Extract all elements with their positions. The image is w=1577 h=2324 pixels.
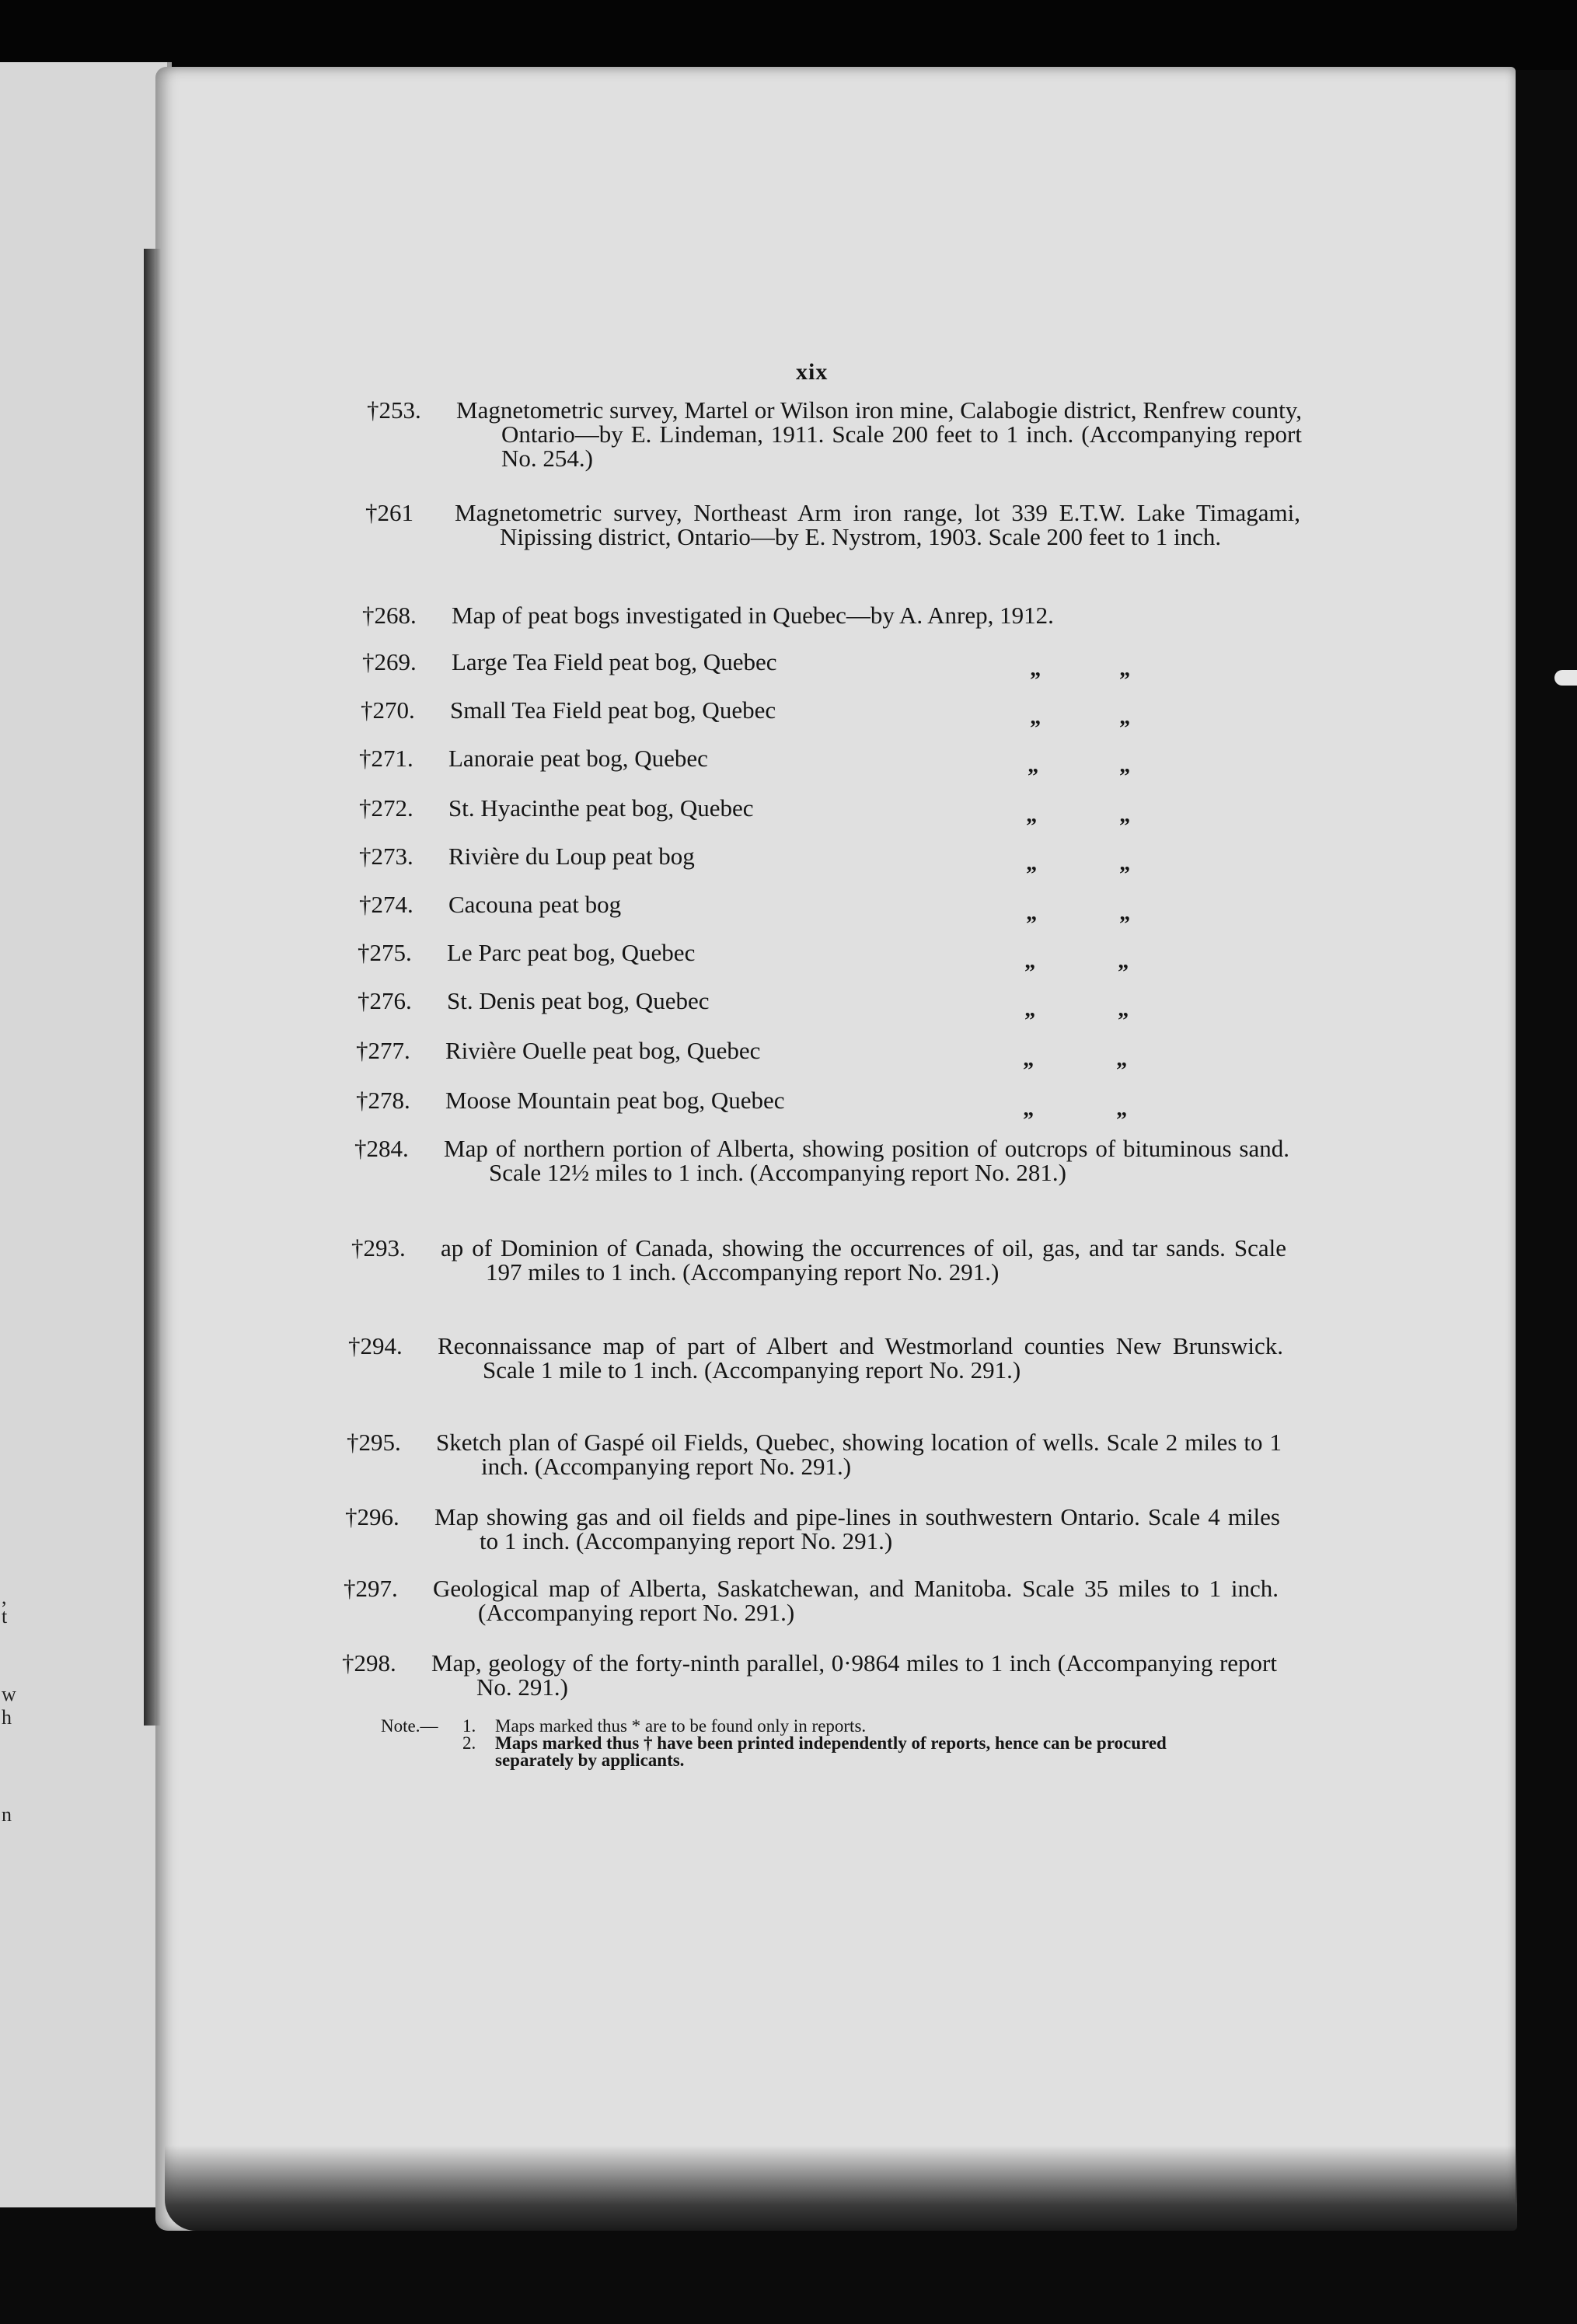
footnote-item xyxy=(462,1735,1240,1769)
facing-page-fragment: w xyxy=(2,1683,16,1705)
ditto-mark: ” xyxy=(1030,717,1041,741)
entry-text: Geological map of Alberta, Saskatchewan, and Manitoba. Scale 35 miles to 1 inch. (Accompanying report No. 291.) xyxy=(433,1575,1279,1626)
ditto-mark: ” xyxy=(1023,1108,1034,1132)
footnote-item-text: Maps marked thus * are to be found only in reports. xyxy=(495,1716,867,1736)
ditto-mark: ” xyxy=(1024,961,1035,985)
ditto-mark: ” xyxy=(1119,815,1130,839)
entry-text: Le Parc peat bog, Quebec xyxy=(447,939,696,966)
ditto-mark: ” xyxy=(1119,863,1130,887)
ditto-mark: ” xyxy=(1023,1059,1034,1083)
entry-number: †261 xyxy=(365,499,413,526)
entry-text: Moose Mountain peat bog, Quebec xyxy=(445,1087,785,1114)
entry-number: †269. xyxy=(362,648,417,675)
ditto-mark: ” xyxy=(1026,913,1037,937)
entry-text: Magnetometric survey, Northeast Arm iron range, lot 339 E.T.W. Lake Timagami, Nipissing district, Ontario—by E. Nystrom, 1903. Scale 200 feet to 1 inch. xyxy=(455,499,1300,550)
entry-number: †293. xyxy=(351,1234,406,1261)
entry-text: Map showing gas and oil fields and pipe-lines in southwestern Ontario. Scale 4 miles to 1 inch. (Accompanying report No. 291.) xyxy=(434,1503,1280,1555)
entry-text: Large Tea Field peat bog, Quebec xyxy=(452,648,777,675)
entry-number: †295. xyxy=(347,1429,401,1456)
entry-text: Map, geology of the forty-ninth parallel, 0·9864 miles to 1 inch (Accompanying report No. 291.) xyxy=(431,1649,1277,1701)
facing-page-fragment: h xyxy=(2,1706,12,1729)
ditto-mark: ” xyxy=(1118,961,1129,985)
ditto-mark: ” xyxy=(1116,1059,1127,1083)
ditto-mark: ” xyxy=(1119,913,1130,937)
footnote-label: Note.— xyxy=(381,1716,438,1736)
footnote-items xyxy=(462,1718,1240,1769)
footnote-item-number: 2. xyxy=(462,1733,476,1753)
footnote-item xyxy=(462,1718,1240,1735)
footnote-item-number: 1. xyxy=(462,1716,476,1736)
entry-text: St. Denis peat bog, Quebec xyxy=(447,987,710,1014)
entry-number: †270. xyxy=(361,696,415,724)
facing-page-fragment: t xyxy=(2,1605,8,1628)
entry-number: †275. xyxy=(358,939,412,966)
entry-text: ap of Dominion of Canada, showing the occurrences of oil, gas, and tar sands. Scale 197 miles to 1 inch. (Accompanying report No. 291.) xyxy=(441,1234,1286,1286)
entry-text: St. Hyacinthe peat bog, Quebec xyxy=(448,794,754,822)
entry-text: Rivière du Loup peat bog xyxy=(448,843,695,870)
entry-number: †278. xyxy=(356,1087,410,1114)
entry-text: Magnetometric survey, Martel or Wilson iron mine, Calabogie district, Renfrew county, Ontario—by E. Lindeman, 1911. Scale 200 feet to 1 inch. (Accompanying report No. 254.) xyxy=(456,396,1302,472)
entry-number: †253. xyxy=(367,396,421,424)
ditto-mark: ” xyxy=(1119,668,1130,693)
facing-page-fragment: n xyxy=(2,1803,12,1826)
entry-number: †296. xyxy=(345,1503,399,1530)
page-edge-tab xyxy=(1554,670,1577,686)
entry-number: †276. xyxy=(358,987,412,1014)
entry-number: †284. xyxy=(354,1135,409,1162)
entry-text: Cacouna peat bog xyxy=(448,891,622,918)
entry-text: Map of northern portion of Alberta, showing position of outcrops of bituminous sand. Scale 12½ miles to 1 inch. (Accompanying report No. 281.) xyxy=(444,1135,1289,1186)
ditto-mark: ” xyxy=(1118,1009,1129,1033)
page-bottom-shadow xyxy=(165,2145,1517,2231)
entry-number: †297. xyxy=(344,1575,398,1602)
entry-text: Sketch plan of Gaspé oil Fields, Quebec, showing location of wells. Scale 2 miles to 1 inch. (Accompanying report No. 291.) xyxy=(436,1429,1282,1480)
ditto-mark: ” xyxy=(1027,765,1038,789)
ditto-mark: ” xyxy=(1024,1009,1035,1033)
ditto-mark: ” xyxy=(1030,668,1041,693)
entry-number: †271. xyxy=(359,745,413,772)
footnote-item-text: Maps marked thus † have been printed independently of reports, hence can be procured separately by applicants. xyxy=(495,1733,1167,1770)
scan-border-top xyxy=(0,0,1577,70)
entry-number: †294. xyxy=(348,1332,403,1359)
ditto-mark: ” xyxy=(1119,717,1130,741)
entry-number: †274. xyxy=(359,891,413,918)
entry-text: Lanoraie peat bog, Quebec xyxy=(448,745,708,772)
entry-number: †272. xyxy=(359,794,413,822)
ditto-mark: ” xyxy=(1116,1108,1127,1132)
entry-number: †273. xyxy=(359,843,413,870)
ditto-mark: ” xyxy=(1026,815,1037,839)
entry-text: Map of peat bogs investigated in Quebec—by A. Anrep, 1912. xyxy=(452,602,1054,629)
facing-page-fragment: , xyxy=(2,1586,7,1608)
entry-number: †277. xyxy=(356,1037,410,1064)
entry-text: Rivière Ouelle peat bog, Quebec xyxy=(445,1037,761,1064)
ditto-mark: ” xyxy=(1119,765,1130,789)
page-gutter-shadow xyxy=(144,249,161,1726)
page-number: xix xyxy=(796,359,829,385)
ditto-mark: ” xyxy=(1026,863,1037,887)
entry-number: †298. xyxy=(342,1649,396,1677)
entry-text: Reconnaissance map of part of Albert and Westmorland counties New Brunswick. Scale 1 mile to 1 inch. (Accompanying report No. 291.) xyxy=(438,1332,1283,1384)
entry-text: Small Tea Field peat bog, Quebec xyxy=(450,696,776,724)
entry-number: †268. xyxy=(362,602,417,629)
